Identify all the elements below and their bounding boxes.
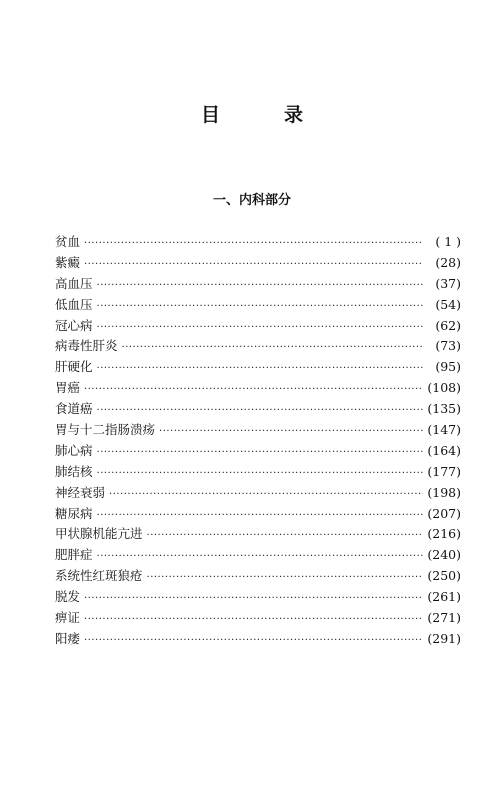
dot-leader [97, 276, 423, 297]
toc-entry-page: (73) [435, 338, 461, 354]
toc-entry-title: 痹证 [55, 610, 81, 626]
toc-entry-page: (95) [435, 359, 461, 375]
toc-entry[interactable] [55, 587, 461, 608]
toc-entry-page: (207) [427, 505, 461, 521]
toc-entry[interactable] [55, 420, 461, 441]
toc-entry-title: 病毒性肝炎 [55, 338, 118, 354]
toc-entry[interactable] [55, 253, 461, 274]
toc-entry[interactable] [55, 524, 461, 545]
dot-leader [147, 526, 423, 547]
dot-leader [97, 401, 423, 422]
dot-leader [109, 485, 423, 506]
toc-entry[interactable] [55, 274, 461, 295]
toc-entry-page: (177) [427, 463, 461, 479]
toc-entry[interactable] [55, 441, 461, 462]
toc-entry-title: 低血压 [55, 296, 93, 312]
toc-entry-title: 紫癜 [55, 254, 81, 270]
toc-entry[interactable] [55, 483, 461, 504]
dot-leader [84, 589, 423, 610]
toc-entry[interactable] [55, 378, 461, 399]
toc-entry-title: 神经衰弱 [55, 484, 106, 500]
toc-entry-title: 脱发 [55, 589, 81, 605]
toc-entry-page: ( 1 ) [435, 234, 461, 249]
toc-entry[interactable] [55, 357, 461, 378]
dot-leader [84, 610, 423, 631]
toc-entry-title: 高血压 [55, 275, 93, 291]
toc-entry-title: 阳痿 [55, 630, 81, 646]
title-char-2: 录 [284, 104, 304, 126]
toc-entry-page: (62) [435, 317, 461, 333]
title-char-1: 目 [200, 104, 220, 126]
dot-leader [97, 359, 423, 380]
toc-entry-title: 冠心病 [55, 317, 93, 333]
toc-entry-page: (37) [435, 275, 461, 291]
toc-entry-title: 系统性红斑狼疮 [55, 568, 143, 584]
toc-entry-title: 肥胖症 [55, 547, 93, 563]
toc-entry-page: (216) [427, 526, 461, 542]
section-heading: 一、内科部分 [212, 193, 291, 208]
toc-entry-page: (54) [435, 296, 461, 312]
toc-entry-page: (240) [427, 547, 461, 563]
toc-entry-title: 肺心病 [55, 442, 93, 458]
toc-entry[interactable] [55, 232, 461, 253]
toc-entry[interactable] [55, 295, 461, 316]
dot-leader [147, 568, 423, 589]
toc-entry-title: 肺结核 [55, 463, 93, 479]
dot-leader [122, 338, 423, 359]
toc-entry-page: (198) [427, 484, 461, 500]
toc-entry-title: 贫血 [55, 234, 81, 249]
toc-entry[interactable] [55, 629, 461, 650]
dot-leader [84, 380, 423, 401]
toc-entry[interactable] [55, 608, 461, 629]
toc-entry-page: (291) [427, 630, 461, 646]
table-of-contents [55, 232, 461, 650]
toc-entry-page: (164) [427, 442, 461, 458]
toc-entry-page: (135) [427, 401, 461, 417]
page-title [0, 100, 504, 127]
dot-leader [84, 631, 423, 652]
toc-entry[interactable] [55, 316, 461, 337]
toc-entry-title: 胃与十二指肠溃疡 [55, 422, 156, 438]
toc-entry-title: 胃癌 [55, 380, 81, 396]
toc-entry-page: (108) [427, 380, 461, 396]
toc-entry-title: 肝硬化 [55, 359, 93, 375]
dot-leader [84, 234, 423, 255]
dot-leader [97, 464, 423, 485]
toc-entry[interactable] [55, 545, 461, 566]
toc-entry-title: 甲状腺机能亢进 [55, 526, 143, 542]
toc-entry-page: (147) [427, 422, 461, 438]
toc-entry-page: (271) [427, 610, 461, 626]
toc-entry[interactable] [55, 566, 461, 587]
toc-entry[interactable] [55, 399, 461, 420]
dot-leader [97, 297, 423, 318]
toc-entry-title: 食道癌 [55, 401, 93, 417]
dot-leader [84, 255, 423, 276]
toc-entry-page: (261) [427, 589, 461, 605]
toc-entry[interactable] [55, 462, 461, 483]
dot-leader [97, 318, 423, 339]
toc-entry-title: 糖尿病 [55, 505, 93, 521]
dot-leader [97, 547, 423, 568]
dot-leader [97, 506, 423, 527]
toc-entry-page: (250) [427, 568, 461, 584]
dot-leader [97, 443, 423, 464]
dot-leader [159, 422, 423, 443]
toc-entry-page: (28) [435, 254, 461, 270]
toc-entry[interactable] [55, 504, 461, 525]
toc-entry[interactable] [55, 336, 461, 357]
